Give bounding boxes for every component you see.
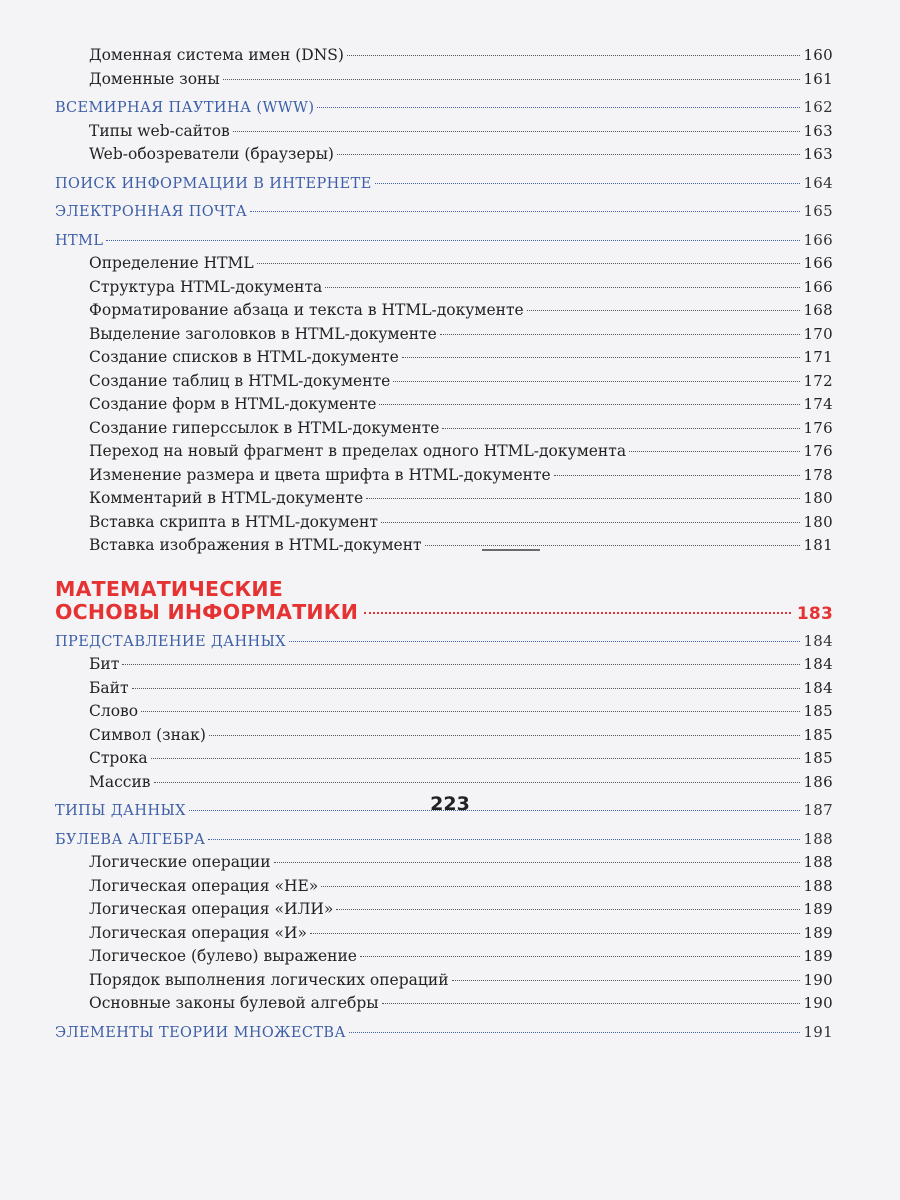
dot-leader (442, 428, 800, 429)
entry-title: Массив (89, 772, 151, 791)
dot-leader (321, 886, 800, 887)
entry-page-number: 172 (803, 371, 833, 390)
entry-title: Слово (89, 702, 139, 720)
entry-page-number: 174 (803, 395, 833, 413)
dot-leader (233, 131, 801, 132)
entry-title: Доменная система имен (DNS) (89, 46, 344, 64)
entry-title: ЭЛЕКТРОННАЯ ПОЧТА (55, 204, 248, 220)
entry-title: Выделение заголовков в HTML-документе (89, 324, 437, 343)
toc-section-entry[interactable] (55, 174, 833, 198)
dot-leader (106, 240, 800, 241)
entry-title: Структура HTML-документа (89, 277, 323, 296)
dot-leader (336, 909, 800, 910)
toc-subentry[interactable] (55, 70, 833, 94)
toc-subentry[interactable] (55, 466, 833, 490)
entry-page-number: 160 (803, 46, 833, 64)
toc-subentry[interactable] (55, 278, 833, 302)
entry-page-number: 171 (803, 348, 833, 366)
entry-title: Символ (знак) (89, 725, 206, 744)
dot-leader (379, 404, 800, 405)
chapter-title-line2: ОСНОВЫ ИНФОРМАТИКИ (55, 599, 359, 624)
entry-page-number: 184 (803, 631, 833, 650)
entry-title: Создание списков в HTML-документе (89, 348, 399, 366)
dot-leader (132, 688, 801, 689)
entry-title: БУЛЕВА АЛГЕБРА (55, 831, 206, 848)
entry-title: Байт (89, 678, 129, 697)
entry-title: ТИПЫ ДАННЫХ (55, 803, 186, 819)
entry-page-number: 185 (803, 749, 833, 767)
underline-mark (482, 549, 540, 551)
entry-page-number: 188 (803, 853, 833, 871)
toc-section-entry[interactable] (55, 632, 833, 656)
dot-leader (364, 612, 791, 614)
toc-subentry[interactable] (55, 395, 833, 419)
dot-leader (257, 263, 801, 264)
dot-leader (337, 154, 801, 155)
entry-page-number: 190 (803, 994, 833, 1012)
dot-leader (629, 451, 800, 452)
dot-leader (425, 545, 801, 546)
dot-leader (250, 211, 800, 212)
entry-title: Логическое (булево) выражение (89, 947, 357, 965)
dot-leader (154, 782, 801, 783)
toc-subentry[interactable] (55, 419, 833, 443)
entry-page-number: 170 (803, 324, 833, 343)
toc-subentry[interactable] (55, 900, 833, 924)
entry-page-number: 168 (803, 301, 833, 319)
dot-leader (360, 956, 800, 957)
toc-subentry[interactable] (55, 254, 833, 278)
entry-title: Порядок выполнения логических операций (89, 970, 449, 989)
dot-leader (151, 758, 801, 759)
entry-title: Логическая операция «НЕ» (89, 876, 319, 895)
entry-page-number: 191 (803, 1022, 833, 1041)
toc-subentry[interactable] (55, 122, 833, 146)
entry-title: ПОИСК ИНФОРМАЦИИ В ИНТЕРНЕТЕ (55, 175, 372, 192)
entry-page-number: 186 (803, 772, 833, 791)
dot-leader (375, 183, 801, 184)
toc-subentry[interactable] (55, 726, 833, 750)
chapter-page-number: 183 (796, 603, 833, 624)
entry-page-number: 180 (803, 512, 833, 531)
entry-page-number: 166 (803, 254, 833, 272)
entry-page-number: 180 (803, 489, 833, 507)
toc-subentry[interactable] (55, 655, 833, 679)
entry-page-number: 161 (803, 69, 833, 88)
dot-leader (393, 381, 800, 382)
entry-title: ПРЕДСТАВЛЕНИЕ ДАННЫХ (55, 633, 286, 650)
entry-page-number: 184 (803, 678, 833, 697)
entry-title: Доменные зоны (89, 69, 220, 88)
toc-subentry[interactable] (55, 853, 833, 877)
entry-page-number: 176 (803, 442, 833, 460)
toc-subentry[interactable] (55, 971, 833, 995)
dot-leader (310, 933, 801, 934)
toc-section-entry[interactable] (55, 202, 833, 226)
dot-leader (554, 475, 801, 476)
dot-leader (325, 287, 800, 288)
toc-subentry[interactable] (55, 442, 833, 466)
dot-leader (440, 334, 801, 335)
entry-page-number: 181 (803, 536, 833, 554)
toc-subentry[interactable] (55, 46, 833, 70)
entry-page-number: 178 (803, 465, 833, 484)
entry-title: Переход на новый фрагмент в пределах одного HTML-документа (89, 442, 627, 460)
entry-page-number: 190 (803, 970, 833, 989)
entry-title: Создание форм в HTML-документе (89, 395, 377, 413)
entry-page-number: 162 (803, 98, 833, 116)
toc-list-top (55, 46, 833, 560)
toc-subentry[interactable] (55, 372, 833, 396)
entry-title: HTML (55, 232, 104, 249)
toc-subentry[interactable] (55, 489, 833, 513)
entry-page-number: 166 (803, 277, 833, 296)
entry-title: Изменение размера и цвета шрифта в HTML-документе (89, 465, 551, 484)
entry-page-number: 184 (803, 655, 833, 673)
dot-leader (209, 735, 801, 736)
dot-leader (141, 711, 800, 712)
entry-title: Строка (89, 749, 148, 767)
toc-list-bottom (55, 632, 833, 1047)
table-of-contents (55, 46, 833, 1046)
entry-page-number: 189 (803, 900, 833, 918)
dot-leader (289, 641, 800, 642)
entry-title: Вставка изображения в HTML-документ (89, 536, 422, 554)
entry-page-number: 188 (803, 829, 833, 848)
toc-subentry[interactable] (55, 513, 833, 537)
entry-title: Создание таблиц в HTML-документе (89, 371, 391, 390)
page-number: 223 (430, 793, 470, 815)
dot-leader (317, 107, 800, 108)
toc-section-entry[interactable] (55, 1023, 833, 1047)
entry-page-number: 166 (803, 230, 833, 249)
entry-page-number: 164 (803, 173, 833, 192)
entry-title: ВСЕМИРНАЯ ПАУТИНА (WWW) (55, 100, 315, 116)
dot-leader (223, 79, 801, 80)
entry-title: Комментарий в HTML-документе (89, 489, 364, 507)
entry-page-number: 189 (803, 947, 833, 965)
chapter-title-line1: МАТЕМАТИЧЕСКИЕ (55, 576, 283, 601)
entry-title: ЭЛЕМЕНТЫ ТЕОРИИ МНОЖЕСТВА (55, 1024, 346, 1041)
dot-leader (208, 839, 800, 840)
entry-title: Web-обозреватели (браузеры) (89, 145, 334, 163)
toc-subentry[interactable] (55, 301, 833, 325)
entry-page-number: 189 (803, 923, 833, 942)
toc-subentry[interactable] (55, 348, 833, 372)
entry-title: Логическая операция «ИЛИ» (89, 900, 334, 918)
entry-page-number: 185 (803, 725, 833, 744)
dot-leader (274, 862, 801, 863)
dot-leader (382, 1003, 801, 1004)
toc-subentry[interactable] (55, 877, 833, 901)
toc-subentry[interactable] (55, 749, 833, 773)
entry-page-number: 187 (803, 801, 833, 819)
entry-title: Логическая операция «И» (89, 923, 307, 942)
toc-subentry[interactable] (55, 947, 833, 971)
dot-leader (347, 55, 801, 56)
entry-page-number: 188 (803, 876, 833, 895)
chapter-title-line2-row (55, 601, 833, 626)
entry-title: Типы web-сайтов (89, 121, 230, 140)
entry-title: Вставка скрипта в HTML-документ (89, 512, 378, 531)
toc-section-entry[interactable] (55, 231, 833, 255)
toc-subentry[interactable] (55, 924, 833, 948)
entry-page-number: 163 (803, 145, 833, 163)
entry-page-number: 185 (803, 702, 833, 720)
entry-page-number: 176 (803, 418, 833, 437)
dot-leader (381, 522, 801, 523)
dot-leader (349, 1032, 801, 1033)
toc-subentry[interactable] (55, 994, 833, 1018)
entry-page-number: 163 (803, 121, 833, 140)
dot-leader (452, 980, 801, 981)
toc-subentry[interactable] (55, 145, 833, 169)
entry-title: Форматирование абзаца и текста в HTML-документе (89, 301, 524, 319)
toc-section-entry[interactable] (55, 830, 833, 854)
entry-title: Основные законы булевой алгебры (89, 994, 379, 1012)
dot-leader (366, 498, 800, 499)
entry-title: Создание гиперссылок в HTML-документе (89, 418, 440, 437)
toc-subentry[interactable] (55, 702, 833, 726)
dot-leader (527, 310, 801, 311)
entry-page-number: 165 (803, 202, 833, 220)
chapter-heading[interactable] (55, 578, 833, 626)
toc-section-entry[interactable] (55, 98, 833, 122)
toc-subentry[interactable] (55, 325, 833, 349)
entry-title: Бит (89, 655, 120, 673)
entry-title: Логические операции (89, 853, 271, 871)
toc-subentry[interactable] (55, 536, 833, 560)
toc-subentry[interactable] (55, 679, 833, 703)
entry-title: Определение HTML (89, 254, 254, 272)
dot-leader (402, 357, 801, 358)
dot-leader (122, 664, 800, 665)
